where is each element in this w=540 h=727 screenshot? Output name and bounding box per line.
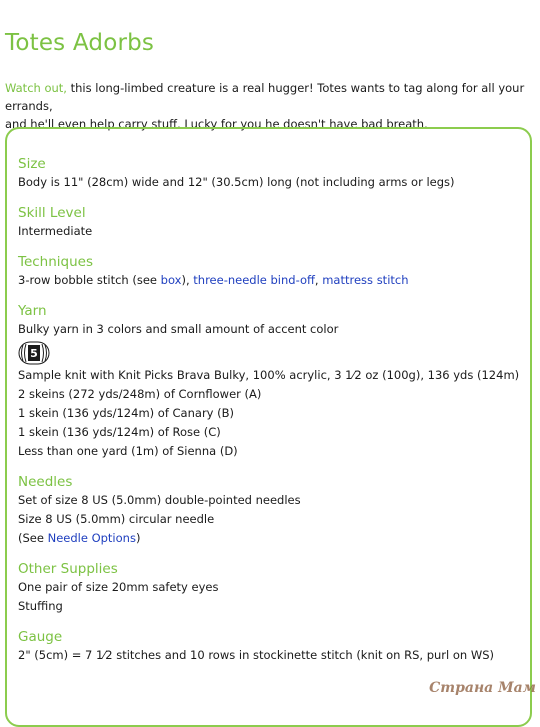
supplies-line-1: One pair of size 20mm safety eyes bbox=[18, 580, 219, 594]
gauge-line: 2" (5cm) = 7 1⁄2 stitches and 10 rows in stockinette stitch (knit on RS, purl on WS) bbox=[18, 648, 495, 662]
yarn-heading: Yarn bbox=[18, 303, 47, 319]
needles-options-prefix: (See bbox=[18, 531, 48, 545]
yarn-detail-2: 2 skeins (272 yds/248m) of Cornflower (A) bbox=[18, 387, 262, 401]
page-title: Totes Adorbs bbox=[5, 30, 155, 56]
needles-line-2: Size 8 US (5.0mm) circular needle bbox=[18, 512, 215, 526]
skill-heading: Skill Level bbox=[18, 205, 86, 221]
needles-options-suffix: ) bbox=[135, 531, 141, 545]
yarn-detail-3: 1 skein (136 yds/124m) of Canary (B) bbox=[18, 406, 234, 420]
yarn-weight-icon bbox=[18, 341, 50, 365]
intro-text-2: and he'll even help carry stuff. Lucky for you he doesn't have bad breath. bbox=[5, 117, 428, 131]
size-line: Body is 11" (28cm) wide and 12" (30.5cm) long (not including arms or legs) bbox=[18, 175, 455, 189]
size-heading: Size bbox=[18, 156, 46, 172]
yarn-line-1: Bulky yarn in 3 colors and small amount of accent color bbox=[18, 322, 339, 336]
needles-options-line bbox=[18, 529, 530, 548]
needle-options-link[interactable]: Needle Options bbox=[47, 531, 136, 545]
techniques-line bbox=[18, 271, 530, 290]
other-supplies-heading: Other Supplies bbox=[18, 561, 118, 577]
mattress-stitch-link[interactable]: mattress stitch bbox=[322, 273, 409, 287]
yarn-detail-4: 1 skein (136 yds/124m) of Rose (C) bbox=[18, 425, 221, 439]
intro-paragraph bbox=[5, 79, 533, 133]
gauge-heading: Gauge bbox=[18, 629, 63, 645]
techniques-sep-1: ), bbox=[181, 273, 194, 287]
techniques-heading: Techniques bbox=[18, 254, 94, 270]
needles-line-1: Set of size 8 US (5.0mm) double-pointed needles bbox=[18, 493, 301, 507]
techniques-sep-2: , bbox=[314, 273, 323, 287]
needles-heading: Needles bbox=[18, 474, 73, 490]
pattern-info-content bbox=[18, 155, 530, 665]
skill-line: Intermediate bbox=[18, 224, 93, 238]
yarn-detail-1: Sample knit with Knit Picks Brava Bulky, 100% acrylic, 3 1⁄2 oz (100g), 136 yds (124m) bbox=[18, 368, 520, 382]
intro-text-1: this long-limbed creature is a real hugger! Totes wants to tag along for all your errands, bbox=[5, 81, 525, 113]
three-needle-bind-off-link[interactable]: three-needle bind-off bbox=[193, 273, 315, 287]
yarn-detail-5: Less than one yard (1m) of Sienna (D) bbox=[18, 444, 238, 458]
intro-lead: Watch out, bbox=[5, 81, 67, 95]
yarn-weight-number: 5 bbox=[30, 347, 38, 360]
techniques-prefix: 3-row bobble stitch (see bbox=[18, 273, 161, 287]
box-link[interactable]: box bbox=[160, 273, 182, 287]
supplies-line-2: Stuffing bbox=[18, 599, 63, 613]
watermark: Страна Мам bbox=[429, 680, 536, 696]
